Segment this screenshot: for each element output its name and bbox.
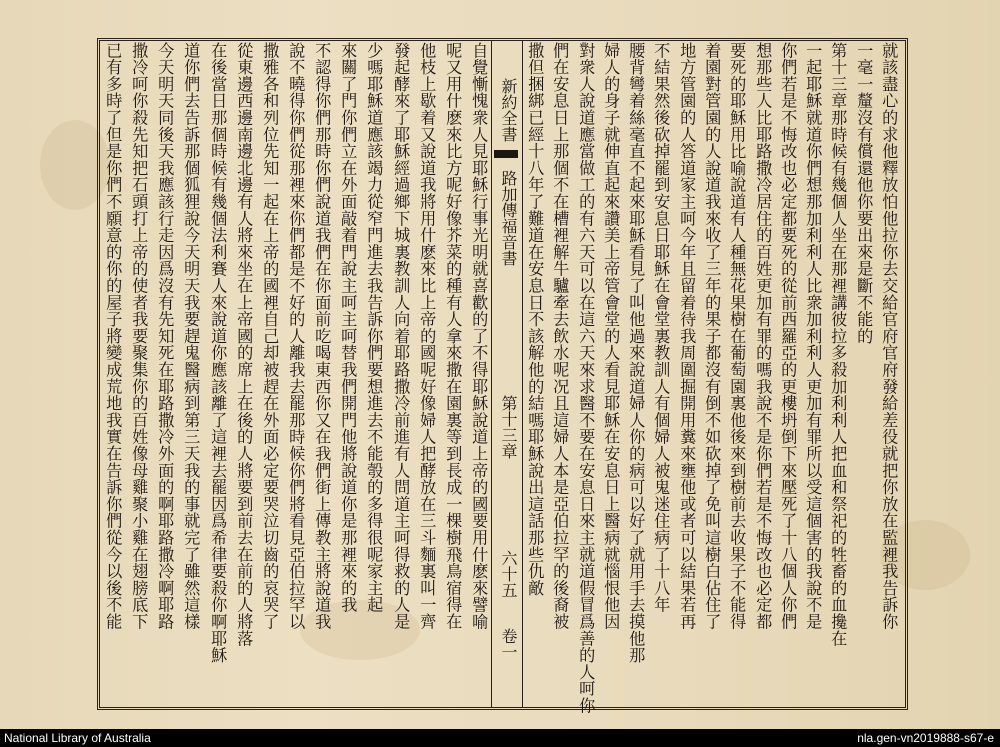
text-column: 道你們去告訴那個狐狸說今天明天我要趕鬼醫病到第三天我的事就完了雖然這樣 (181, 42, 201, 630)
footer-library: National Library of Australia (4, 731, 151, 745)
text-column: 就該盡心的求他釋放怕他拉你去交給官府官府發給差役就把你放在監裡我告訴你 (879, 42, 899, 630)
footer-bar (0, 729, 1000, 747)
text-column: 已有多時了但是你們不願意的你的屋子將變成荒地我實在告訴你們從今以後不能 (103, 42, 123, 630)
footer-id: nla.gen-vn2019888-s67-e (857, 731, 994, 745)
text-column: 說不曉得你們從那裡來你們都是不好的人離我去罷那時候你們將看見亞伯拉罕以 (286, 42, 306, 630)
text-column: 在後當日那個時候有幾個法利賽人來說道你應該離了這裡去罷因爲希律要殺你啊耶穌 (208, 42, 228, 664)
text-column: 不認得你們那時你們說道我們在你面前吃喝東西你又在我們街上傳教主將說道我 (312, 42, 332, 630)
text-column: 一起耶穌就道你們想那加利利人比衆加利利人更加有罪所以受這個害的我說不是 (803, 42, 823, 630)
center-page-number: 六十五 (499, 550, 518, 598)
text-column: 一毫一釐沒有償還他你要出來是斷不能的 (854, 42, 874, 345)
text-column: 腰背彎着絲毫直不起來耶穌看見了叫他過來說道婦人你的病可以好了就用手去摸他那 (626, 42, 646, 664)
text-column: 撒但捆綁已經十八年了難道在安息日不該解他的結嗎耶穌說出這話那些仇敵 (525, 42, 545, 597)
center-chapter: 第十三章 (499, 395, 518, 459)
fish-tail-mark (494, 150, 518, 158)
text-column: 自覺慚愧衆人見耶穌行事光明就喜歡的了不得耶穌說道上帝的國要用什麽來譬喻 (469, 42, 489, 630)
text-column: 第十三章那時候有幾個人坐在那裡講彼拉多殺加利利人把血和祭祀的牲畜的血攙在 (828, 42, 848, 647)
text-column: 撒冷呵你殺先知把石頭打上帝的使者我要聚集你的百姓像母雞聚小雞在翅膀底下 (129, 42, 149, 630)
text-column: 呢又用什麽來比方呢好像芥菜的種有人拿來撒在園裏等到長成一棵樹飛鳥宿得在 (443, 42, 463, 630)
text-column: 發起酵來了耶穌經過鄉下城裏教訓人向着耶路撒冷前進有人問道主呵得救的人是 (391, 42, 411, 630)
text-column: 來關了門你們立在外面敲着門說主呵主呵替我們開門他將說道你是那裡來的我 (338, 42, 358, 614)
center-title: 新約全書 (499, 78, 518, 142)
text-column: 少嗎耶穌道應該竭力從窄門進去我告訴你們要想進去不能彀的多得很呢家主起 (364, 42, 384, 614)
text-column: 要死的耶穌用比喻說道有人種無花果樹在葡萄園裏他後來到樹前去收果子不能得 (727, 42, 747, 630)
text-column: 撒雅各和列位先知一起在上帝的國裡自己却被趕在外面必定要哭泣切齒的哀哭了 (260, 42, 280, 630)
text-column: 地方管園的人答道家主呵今年且留着待我周圍掘開用糞來壅他或者可以結果若再 (677, 42, 697, 630)
text-column: 對衆人說道應當做工的有六天可以在這六天來求醫不要在安息日來主就道假冒爲善的人呵你 (576, 42, 596, 714)
text-column: 他枝上歇着又說道我將用什麽來比上帝的國呢好像婦人把酵放在三斗麵裏叫一齊 (417, 42, 437, 630)
text-column: 不結果然後砍掉罷到安息日耶穌在會堂裏教訓人有個婦人被鬼迷住病了十八年 (651, 42, 671, 614)
text-column: 你們若是不悔改也必定都要死的從前西羅亞的更樓坍倒下來壓死了十八個人你們 (778, 42, 798, 630)
text-column: 今天明天同後天我應該行走因爲沒有先知死在耶路撒冷外面的啊耶路撒冷啊耶路 (155, 42, 175, 630)
center-book-title: 路加傳福音書 (499, 170, 518, 266)
text-column: 想那些人比耶路撒冷居住的百姓更加有罪的嗎我說不是你們若是不悔改也必定都 (753, 42, 773, 630)
text-column: 們在安息日上那個不在槽裡解牛驢牽去飲水呢况且這婦人本是亞伯拉罕的後裔被 (550, 42, 570, 630)
text-column: 從東邊西邊南邊北邊有人將來坐在上帝國的席上在後的人將要到前去在前的人將落 (234, 42, 254, 647)
text-column: 着園對管園的人說道我來收了三年的果子都沒有倒不如砍掉了免叫這樹白佔住了 (702, 42, 722, 630)
text-column: 婦人的身子就伸直起來讚美上帝管會堂的人看見耶穌在安息日上醫病就惱恨他因 (601, 42, 621, 630)
center-volume: 卷一 (499, 628, 518, 660)
